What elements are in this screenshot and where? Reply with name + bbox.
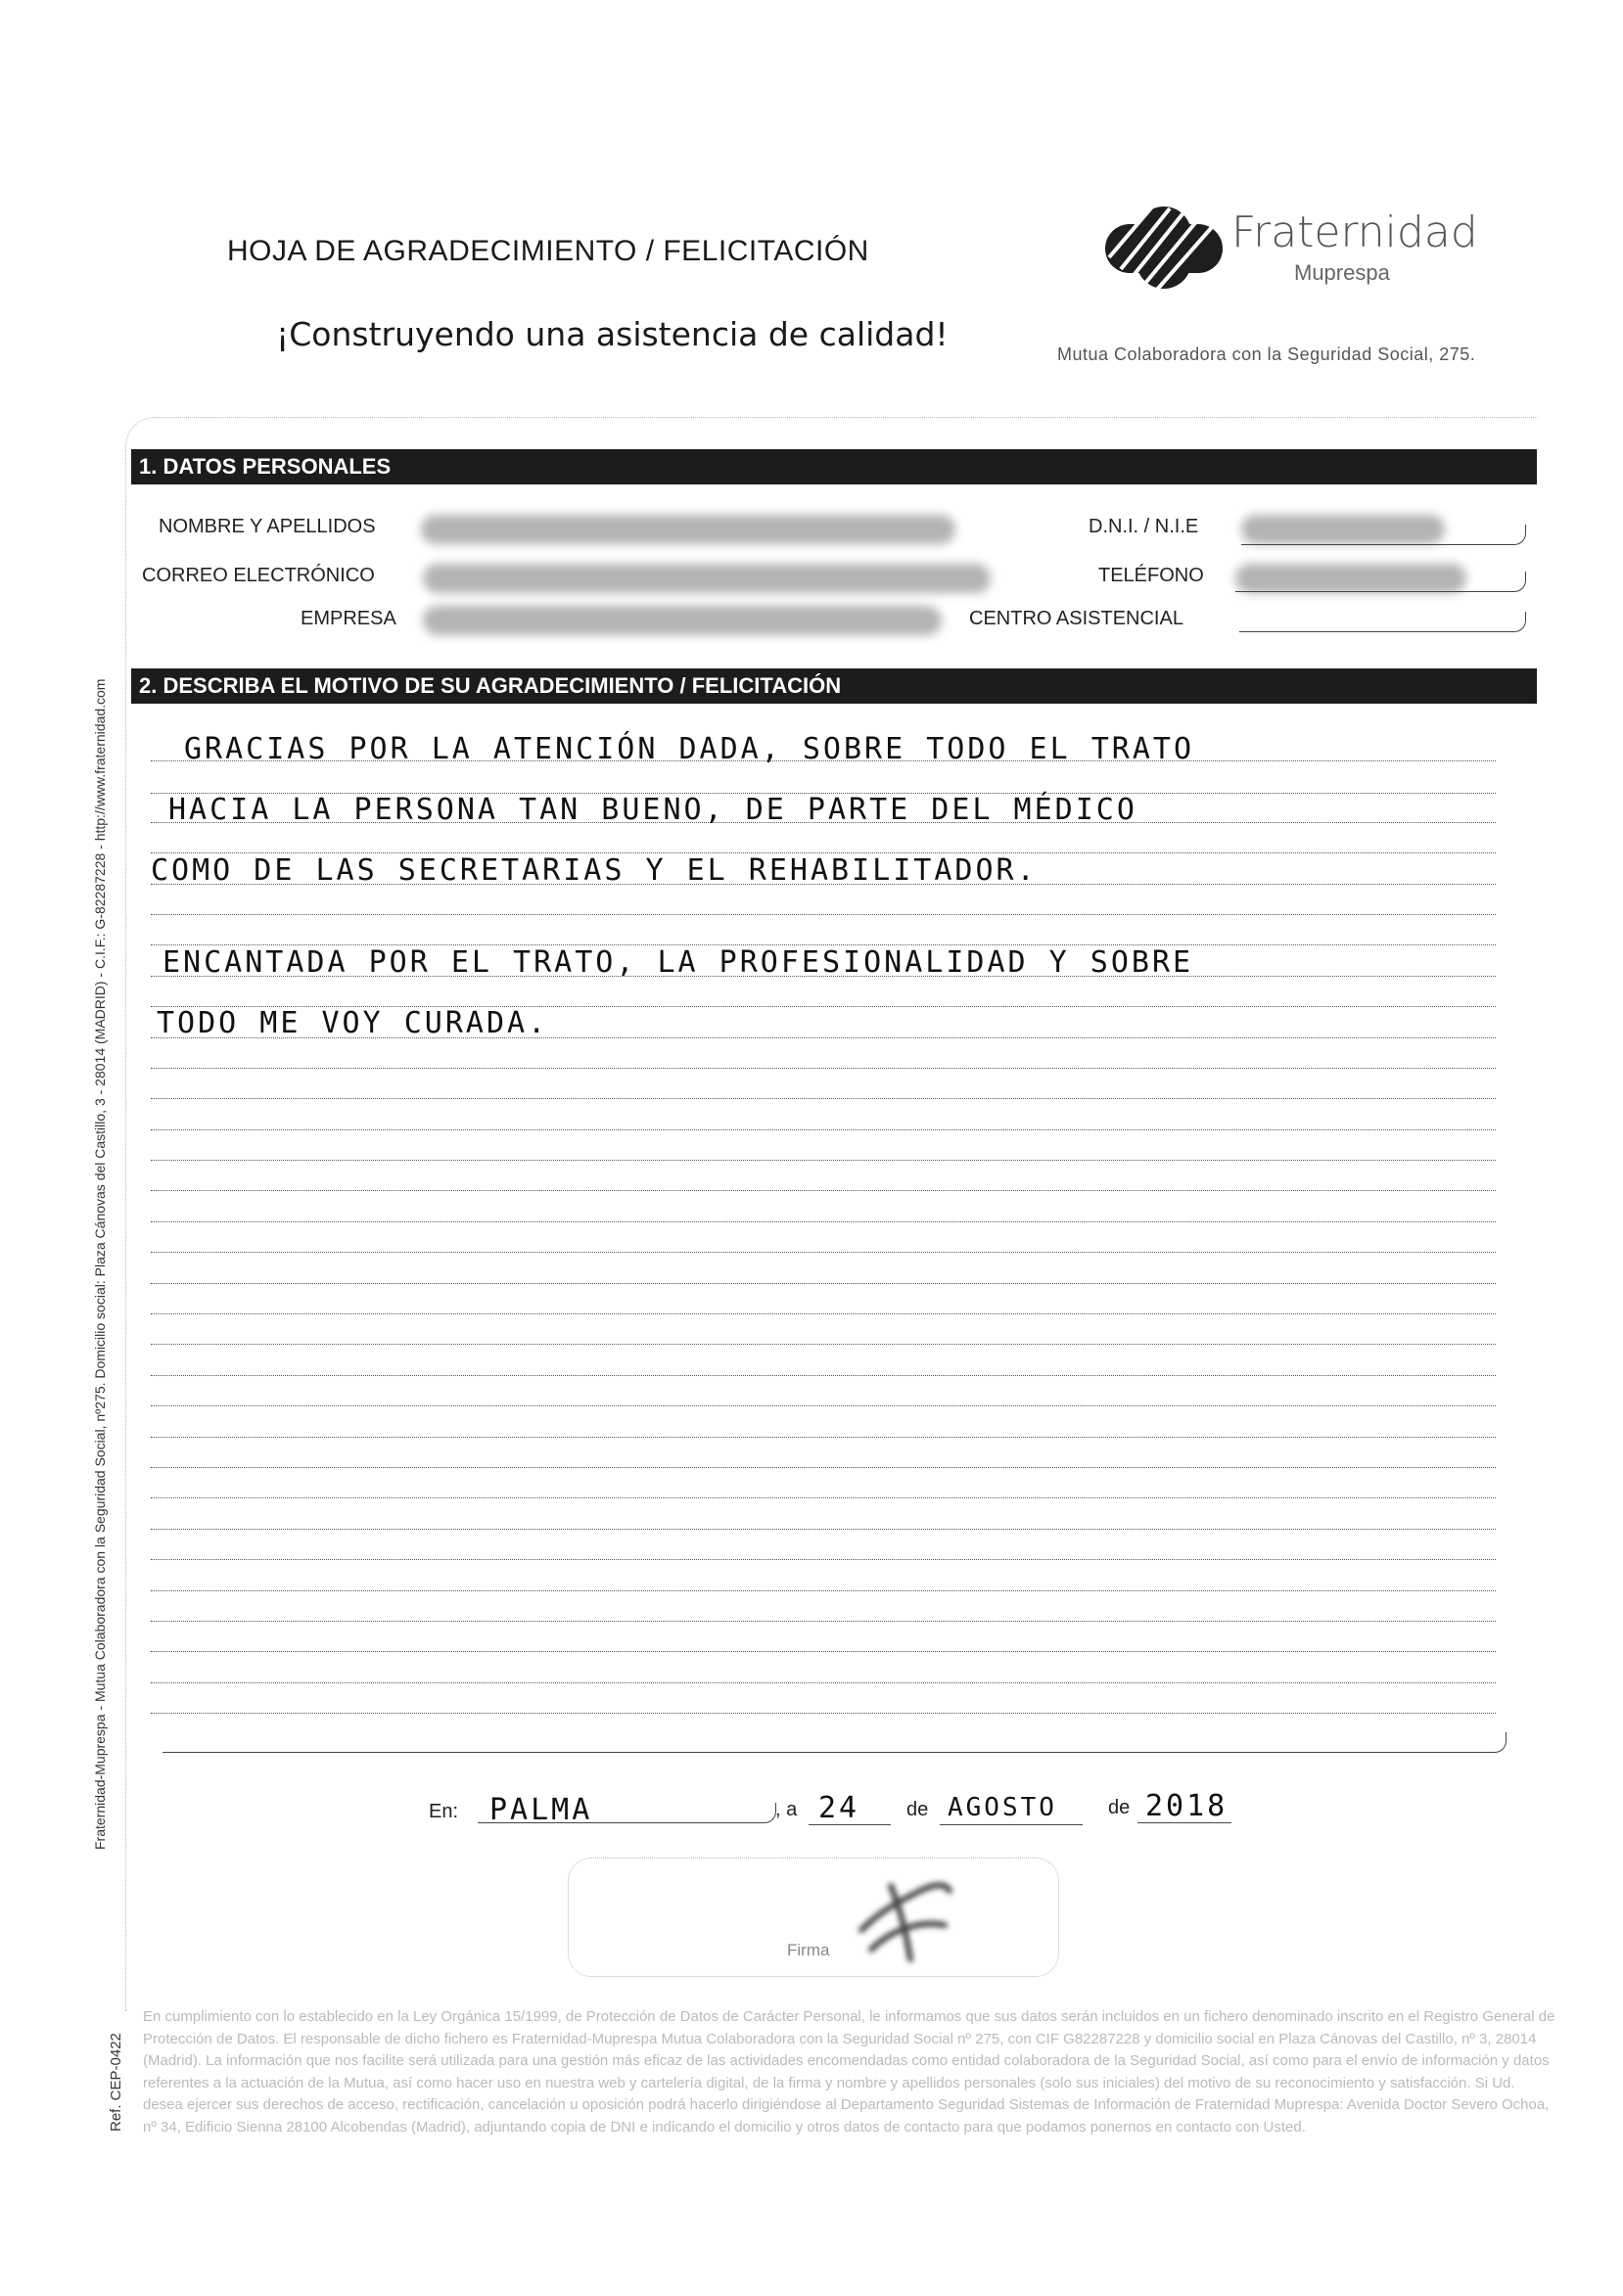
day-underline — [809, 1824, 891, 1825]
phone-underline — [1235, 572, 1526, 592]
ruled-line — [151, 1344, 1496, 1345]
brand-tagline: Mutua Colaboradora con la Seguridad Social, 275. — [1057, 344, 1476, 364]
ruled-line — [151, 1405, 1496, 1406]
ruled-line — [151, 1313, 1496, 1314]
fraternidad-logo-icon — [1101, 201, 1227, 299]
ruled-line — [151, 1283, 1496, 1284]
ruled-line — [151, 1497, 1496, 1498]
ruled-line — [151, 1467, 1496, 1468]
ruled-line — [151, 1190, 1496, 1191]
firma-label: Firma — [787, 1941, 830, 1959]
city-underline — [478, 1803, 776, 1823]
month-value[interactable]: AGOSTO — [948, 1793, 1057, 1822]
de-label-2: de — [1108, 1797, 1131, 1818]
center-field[interactable] — [1239, 612, 1526, 632]
dni-label: D.N.I. / N.I.E — [1089, 516, 1199, 537]
form-frame — [125, 417, 1538, 2011]
city-value[interactable]: PALMA — [489, 1793, 593, 1827]
sidebar-legal-text: Fraternidad-Muprespa - Mutua Colaboradora con la Seguridad Social, nº275. Domicilio social: Plaza Cánovas del Castillo, 3 - 28014 (MADRID) - C.I.F.: G-82287228 - http://www.fraternidad.com — [92, 678, 108, 1850]
ruled-line — [151, 1559, 1496, 1560]
ruled-line — [151, 1437, 1496, 1438]
ruled-line — [151, 1252, 1496, 1253]
ruled-line — [151, 1590, 1496, 1591]
brand-name: Fraternidad — [1231, 207, 1478, 257]
section-personal-data-header: 1. DATOS PERSONALES — [131, 449, 1537, 484]
company-label: EMPRESA — [301, 608, 396, 629]
legal-notice: En cumplimiento con lo establecido en la Ley Orgánica 15/1999, de Protección de Datos de Carácter Personal, le informamos que sus datos serán incluidos en un fichero denominado inscrito en el Registro General de Protección de Datos. El responsable de dicho fichero es Fraternidad-Muprespa Mutua Colaboradora con la Seguridad Social nº 275, con CIF G82287228 y domicilio social en Plaza Cánovas del Castillo, nº 3, 28014 (Madrid). La información que nos facilite será utilizada para una gestión más eficaz de las actividades encomendadas como entidad colaboradora de la Seguridad Social, así como para el envío de información y datos referentes a la actuación de la Mutua, así como hacer uso en nuestra web y cartelería digital, de la firma y nombre y apellidos personales (solo sus iniciales) del motivo de su reconocimiento y satisfacción. Si Ud. desea ejercer sus derechos de acceso, rectificación, cancelación u oposición podrá hacerlo dirigiéndose al Departamento Seguridad Sistemas de Información de Fraternidad Muprespa: Avenida Doctor Severo Ochoa, nº 34, Edificio Sienna 28100 Alcobendas (Madrid), adjuntando copia de DNI e indicando el domicilio y otros datos de contacto para que podamos ponernos en contacto con Usted. — [143, 2008, 1555, 2135]
brand-subname: Muprespa — [1294, 260, 1390, 285]
year-value[interactable]: 2018 — [1145, 1789, 1229, 1823]
day-value[interactable]: 24 — [818, 1791, 860, 1825]
phone-label: TELÉFONO — [1098, 565, 1204, 586]
motive-line-4: ENCANTADA POR EL TRATO, LA PROFESIONALIDAD Y SOBRE — [162, 945, 1194, 980]
a-label: , a — [775, 1799, 798, 1820]
motive-last-line — [162, 1732, 1507, 1753]
month-underline — [940, 1824, 1083, 1825]
email-label: CORREO ELECTRÓNICO — [142, 565, 375, 586]
ruled-line — [151, 1160, 1496, 1161]
form-title: HOJA DE AGRADECIMIENTO / FELICITACIÓN — [227, 235, 869, 267]
ruled-line — [151, 1098, 1496, 1099]
center-label: CENTRO ASISTENCIAL — [969, 608, 1183, 629]
motive-line-1: GRACIAS POR LA ATENCIÓN DADA, SOBRE TODO EL TRATO — [184, 732, 1195, 766]
de-label-1: de — [906, 1799, 929, 1820]
dni-underline — [1241, 525, 1526, 545]
name-label: NOMBRE Y APELLIDOS — [159, 516, 376, 537]
motive-line-2: HACIA LA PERSONA TAN BUENO, DE PARTE DEL MÉDICO — [168, 793, 1137, 827]
en-label: En: — [429, 1801, 459, 1822]
ruled-line — [151, 1682, 1496, 1683]
form-subtitle: ¡Construyendo una asistencia de calidad! — [276, 315, 949, 353]
ruled-line — [151, 1529, 1496, 1530]
motive-line-5: TODO ME VOY CURADA. — [157, 1006, 549, 1040]
company-field[interactable] — [423, 606, 942, 635]
section-motive-header: 2. DESCRIBA EL MOTIVO DE SU AGRADECIMIENTO / FELICITACIÓN — [131, 668, 1537, 704]
signature-mark — [852, 1871, 959, 1974]
ruled-line — [151, 1651, 1496, 1652]
ruled-line — [151, 1713, 1496, 1714]
year-underline — [1137, 1822, 1231, 1823]
ruled-line — [151, 1621, 1496, 1622]
email-field[interactable] — [423, 564, 991, 593]
name-field[interactable] — [421, 515, 955, 544]
ruled-line — [151, 1129, 1496, 1130]
ruled-line — [151, 1221, 1496, 1222]
ruled-line — [151, 1068, 1496, 1069]
ruled-line — [151, 1375, 1496, 1376]
motive-line-3: COMO DE LAS SECRETARIAS Y EL REHABILITADOR. — [151, 853, 1038, 888]
ruled-line — [151, 914, 1496, 915]
reference-code: Ref. CEP-0422 — [108, 2033, 124, 2132]
